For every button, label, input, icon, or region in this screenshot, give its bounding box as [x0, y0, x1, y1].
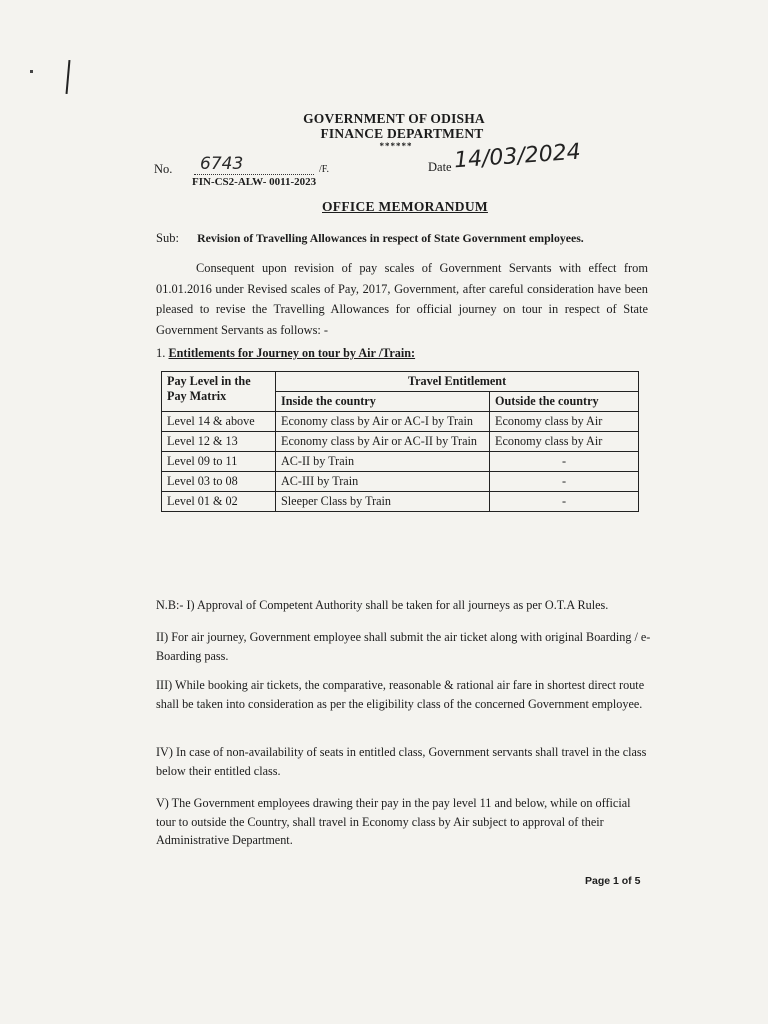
section-heading: [156, 346, 415, 361]
subject-text: Revision of Travelling Allowances in respect of State Government employees.: [197, 231, 584, 245]
note-3: III) While booking air tickets, the comparative, reasonable & rational air fare in shortest direct route shall be taken into consideration as per the eligibility class of the concerned Government employee.: [156, 678, 645, 711]
cell-level: Level 14 & above: [162, 412, 276, 432]
header-stars: ******: [379, 141, 413, 151]
memo-number: 6743: [200, 154, 244, 174]
cell-outside: Economy class by Air: [490, 432, 639, 452]
header-inside-country: Inside the country: [276, 392, 490, 412]
header-government: GOVERNMENT OF ODISHA: [303, 111, 485, 126]
cell-outside: -: [490, 492, 639, 512]
number-label: No.: [154, 162, 173, 176]
memo-title: OFFICE MEMORANDUM: [322, 199, 488, 214]
cell-level: Level 01 & 02: [162, 492, 276, 512]
cell-outside: Economy class by Air: [490, 412, 639, 432]
date-label: Date: [428, 160, 452, 174]
table-row: [162, 452, 639, 472]
subject-line: [156, 231, 696, 246]
cell-inside: Sleeper Class by Train: [276, 492, 490, 512]
cell-level: Level 09 to 11: [162, 452, 276, 472]
cell-inside: Economy class by Air or AC-II by Train: [276, 432, 490, 452]
header-pay-level: Pay Level in the Pay Matrix: [162, 372, 276, 412]
subject-label: Sub:: [156, 231, 179, 245]
cell-level: Level 03 to 08: [162, 472, 276, 492]
header-outside-country: Outside the country: [490, 392, 639, 412]
entitlement-table: [161, 371, 639, 512]
cell-outside: -: [490, 452, 639, 472]
note-2: II) For air journey, Government employee shall submit the air ticket along with original Boarding / e-Boarding pass.: [156, 630, 651, 663]
table-row: [162, 472, 639, 492]
header-travel-entitlement: Travel Entitlement: [276, 372, 639, 392]
note-4: IV) In case of non-availability of seats in entitled class, Government servants shall travel in the class below their entitled class.: [156, 745, 647, 778]
section-number: 1.: [156, 346, 166, 360]
table-row: [162, 432, 639, 452]
intro-paragraph: Consequent upon revision of pay scales of Government Servants with effect from 01.01.2016 under Revised scales of Pay, 2017, Government, after careful consideration have been pleased to revise the Travelling Allowances for official journey on tour in respect of State Government Servants as follows: -: [156, 261, 648, 337]
table-row: [162, 412, 639, 432]
file-number: FIN-CS2-ALW- 0011-2023: [192, 176, 317, 188]
header-department: FINANCE DEPARTMENT: [320, 126, 484, 141]
cell-inside: Economy class by Air or AC-I by Train: [276, 412, 490, 432]
pen-mark: [66, 60, 71, 94]
note-1: N.B:- I) Approval of Competent Authority shall be taken for all journeys as per O.T.A Rules.: [156, 598, 609, 612]
speck-mark: [30, 70, 33, 73]
page-number: Page 1 of 5: [585, 875, 641, 887]
number-suffix: /F.: [319, 164, 330, 175]
cell-level: Level 12 & 13: [162, 432, 276, 452]
cell-inside: AC-II by Train: [276, 452, 490, 472]
number-underline: [194, 174, 314, 175]
cell-outside: -: [490, 472, 639, 492]
date-value: 14/03/2024: [453, 139, 582, 174]
cell-inside: AC-III by Train: [276, 472, 490, 492]
table-row: [162, 492, 639, 512]
section-title: Entitlements for Journey on tour by Air /Train:: [168, 346, 416, 360]
note-5: V) The Government employees drawing their pay in the pay level 11 and below, while on official tour to outside the Country, shall travel in Economy class by Air subject to approval of their Administrative Department.: [156, 796, 631, 847]
